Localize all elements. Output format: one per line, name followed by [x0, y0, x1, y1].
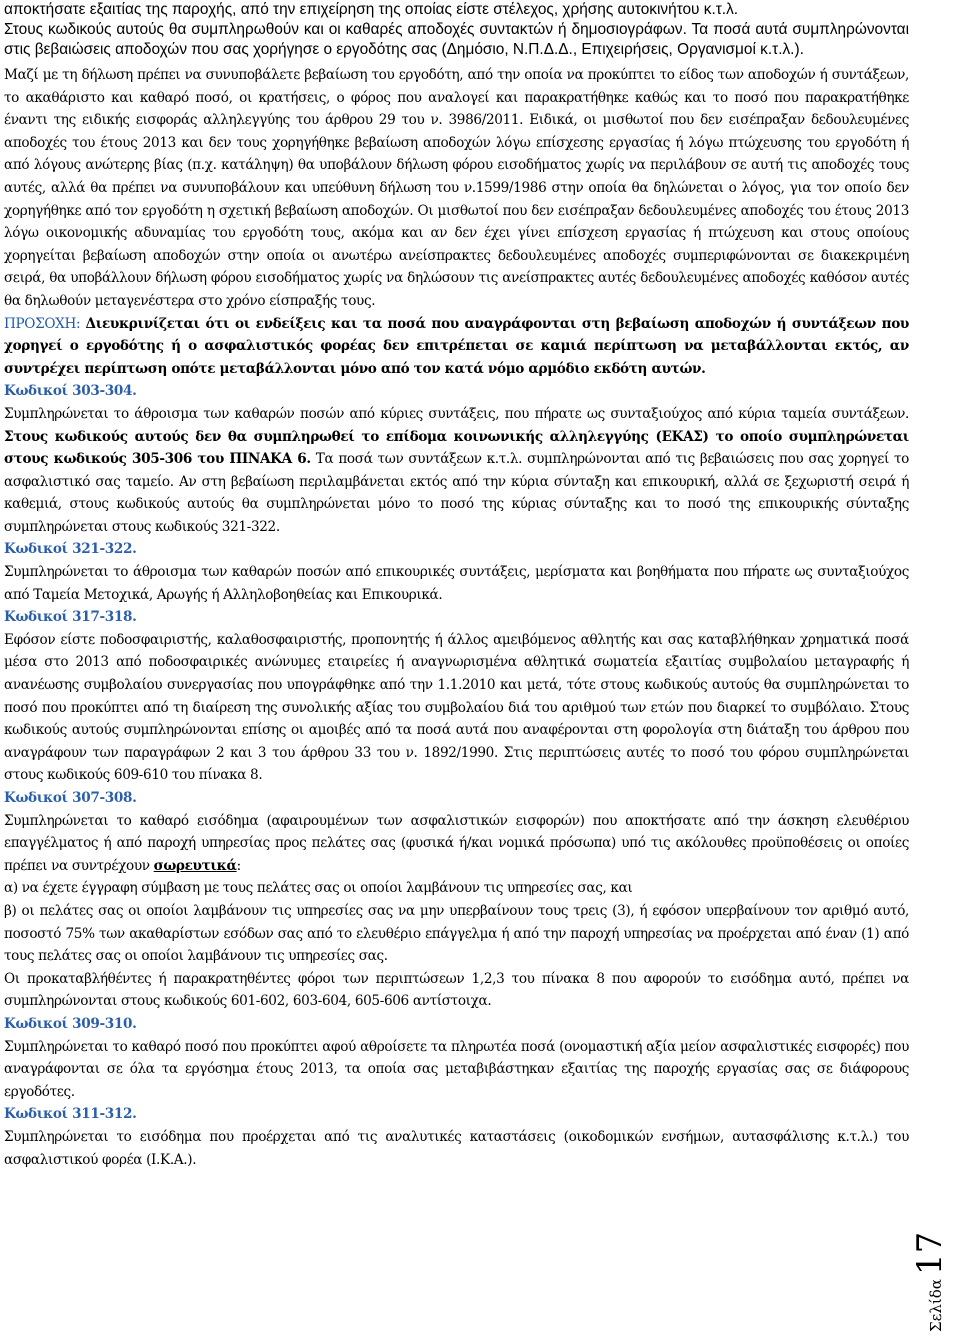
section-309-text: Συμπληρώνεται το καθαρό ποσό που προκύπτει αφού αθροίσετε τα πληρωτέα ποσά (ονομαστική αξία μείον ασφαλιστικές εισφορές) που αναγράφονται σε όλα τα εργόσημα έτους 2013, τα οποία σας μεταβιβάστηκαν εξαιτίας της παροχής εργασίας σας σε διάφορους εργοδότες.	[4, 1038, 909, 1100]
section-311-text: Συμπληρώνεται το εισόδημα που προέρχεται από τις αναλυτικές καταστάσεις (οικοδομικών ενσήμων, αυτασφάλισης κ.τ.λ.) του ασφαλιστικού φορέα (Ι.Κ.Α.).	[4, 1128, 909, 1168]
section-303-text-a: Συμπληρώνεται το άθροισμα των καθαρών ποσών από κύριες συντάξεις, που πήρατε ως συνταξιούχος από κύρια ταμεία συντάξεων.	[4, 405, 909, 422]
section-303-text-b: Τα ποσά των συντάξεων κ.τ.λ. συμπληρώνονται από τις βεβαιώσεις που σας χορηγεί το ασφαλιστικό σας ταμείο. Αν στη βεβαίωση περιλαμβάνεται εκτός από την κύρια σύνταξη και επικουρική, αλλά σε ξεχωριστή σειρά ή καθεμιά, στους κωδικούς αυτούς θα συμπληρώνεται μόνο το ποσό της κύριας σύνταξης και το ποσό της επικουρικής σύνταξης συμπληρώνεται στους κωδικούς 321-322.	[4, 451, 909, 535]
section-307-underlined: σωρευτικά	[153, 857, 237, 874]
heading-311-312: Κωδικοί 311-312.	[4, 1106, 137, 1123]
page-number-rotated	[910, 1232, 950, 1332]
heading-307-308: Κωδικοί 307-308.	[4, 790, 137, 806]
heading-321-322: Κωδικοί 321-322.	[4, 541, 137, 558]
page-label: Σελίδα	[927, 1279, 945, 1332]
section-307-item-b: β) οι πελάτες σας οι οποίοι λαμβάνουν τις υπηρεσίες σας να μην υπερβαίνουν τους τρεις (3), ή εφόσον υπερβαίνουν τον αριθμό αυτό, ποσοστό 75% των ακαθαρίστων εσόδων σας από το ελευθέριο επάγγελμα ή από την παροχή υπηρεσίας να προέρχεται από έναν (1) από τους πελάτες σας οι οποίοι λαμβάνουν τις υπηρεσίες σας.	[4, 902, 909, 965]
section-317-text: Εφόσον είστε ποδοσφαιριστής, καλαθοσφαιριστής, προπονητής ή άλλος αμειβόμενος αθλητής και σας καταβλήθηκαν χρηματικά ποσά μέσα στο 2013 από ποδοσφαιρικές ανώνυμες εταιρείες ή αναγνωρισμένα αθλητικά σωματεία εξαιτίας συμβολαίου μεταγραφής ή ανανέωσης συμβολαίου συνεργασίας που υπογράφθηκε από την 1.1.2010 και μετά, τότε στους κωδικούς αυτούς θα συμπληρώνεται το ποσό που προκύπτει από τη διαίρεση της συνολικής αξίας του συμβολαίου διά του αριθμού των ετών που διαρκεί το συμβόλαιο. Στους κωδικούς αυτούς συμπληρώνονται επίσης οι αμοιβές από τα ποσά αυτά που αναφέρονται στη φορολογία στη διάταξη του άρθρου που αναγράφουν των παραγράφων 2 και 3 του άρθρου 33 του ν. 1892/1990. Στις περιπτώσεις αυτές το ποσό του φόρου συμπληρώνεται στους κωδικούς 609-610 του πίνακα 8.	[4, 631, 909, 784]
page-number: 17	[910, 1231, 950, 1276]
page-footer	[910, 1222, 954, 1332]
intro-block	[4, 0, 909, 60]
heading-303-304: Κωδικοί 303-304.	[4, 383, 137, 400]
attention-paragraph	[4, 313, 909, 381]
section-303-text	[4, 403, 909, 539]
body-text	[4, 64, 909, 1171]
main-paragraph: Μαζί με τη δήλωση πρέπει να συνυποβάλετε βεβαίωση του εργοδότη, από την οποία να προκύπτει το είδος των αποδοχών ή συντάξεων, το ακαθάριστο και καθαρό ποσό, οι κρατήσεις, ο φόρος που αναλογεί και παρακρατήθηκε καθώς και το ποσό που παρακρατήθηκε έναντι της ειδικής εισφοράς αλληλεγγύης του άρθρου 29 του ν. 3986/2011. Ειδικά, οι μισθωτοί που δεν εισέπραξαν δεδουλευμένες αποδοχές του έτους 2013 και δεν τους χορηγήθηκε βεβαίωση αποδοχών λόγω επίσχεσης εργασίας ή λόγω πτώχευσης του εργοδότη ή από λόγους ανώτερης βίας (π.χ. κατάληψη) θα υποβάλουν δήλωση φόρου εισοδήματος χωρίς να περιλάβουν σε αυτή τις αποδοχές τους αυτές, αλλά θα πρέπει να συνυποβάλουν και υπεύθυνη δήλωση του ν.1599/1986 στην οποία θα δηλώνεται ο λόγος, για τον οποίο δεν χορηγήθηκε από τον εργοδότη η σχετική βεβαίωση αποδοχών. Οι μισθωτοί που δεν εισέπραξαν δεδουλευμένες αποδοχές του έτους 2013 λόγω οικονομικής αδυναμίας του εργοδότη τους, ακόμα και αν δεν έχει γίνει επίσχεση εργασίας ή πτώχευση και στους οποίους χορηγείται βεβαίωση αποδοχών στην οποία οι ανωτέρω ανείσπρακτες δεδουλευμένες αποδοχές συμπεριφώνονται σε διακεκριμένη σειρά, θα υποβάλλουν δήλωση φόρου εισοδήματος χωρίς να δηλώσουν τις ανείσπρακτες αυτές δεδουλευμένες αποδοχές καθόσον αυτές θα δηλωθούν μεταγενέστερα στο χρόνο είσπραξής τους.	[4, 67, 909, 309]
section-303-text-bold: Στους κωδικούς αυτούς δεν θα συμπληρωθεί το επίδομα κοινωνικής αλληλεγγύης (ΕΚΑΣ) το οποίο συμπληρώνεται στους κωδικούς 305-306 του ΠΙΝΑΚΑ 6.	[4, 428, 909, 468]
section-307-text-a: Συμπληρώνεται το καθαρό εισόδημα (αφαιρουμένων των ασφαλιστικών εισφορών) που αποκτήσατε από την άσκηση ελευθέριου επαγγέλματος ή από παροχή υπηρεσίας προς πελάτες σας (φυσικά ή/και νομικά πρόσωπα) υπό τις ακόλουθες προϋποθέσεις οι οποίες πρέπει να συντρέχουν	[4, 812, 909, 874]
intro-line-2: Στους κωδικούς αυτούς θα συμπληρωθούν και οι καθαρές αποδοχές συντακτών ή δημοσιογράφων. Τα ποσά αυτά συμπληρώνονται στις βεβαιώσεις αποδοχών που σας χορήγησε ο εργοδότης σας (Δημόσιο, Ν.Π.Δ.Δ., Επιχειρήσεις, Οργανισμοί κ.τ.λ.).	[4, 21, 909, 58]
section-307-text-c: Οι προκαταβλήθέντες ή παρακρατηθέντες φόροι των περιπτώσεων 1,2,3 του πίνακα 8 που αφορούν το εισόδημα αυτό, πρέπει να συμπληρώνονται στους κωδικούς 601-602, 603-604, 605-606 αντίστοιχα.	[4, 970, 909, 1010]
section-321-text: Συμπληρώνεται το άθροισμα των καθαρών ποσών από επικουρικές συντάξεις, μερίσματα και βοηθήματα που πήρατε ως συνταξιούχος από Ταμεία Μετοχικά, Αρωγής ή Αλληλοβοηθείας και Επικουρικά.	[4, 564, 909, 603]
section-307-item-a: α) να έχετε έγγραφη σύμβαση με τους πελάτες σας οι οποίοι λαμβάνουν τις υπηρεσίες σας, και	[4, 880, 633, 897]
attention-text: Διευκρινίζεται ότι οι ενδείξεις και τα ποσά που αναγράφονται στη βεβαίωση αποδοχών ή συντάξεων που χορηγεί ο εργοδότης ή ο ασφαλιστικός φορέας δεν επιτρέπεται σε καμιά περίπτωση να μεταβάλλονται εκτός, αν συντρέχει περίπτωση οπότε μεταβάλλονται μόνο από τον κατά νόμο αρμόδιο εκδότη αυτών.	[4, 315, 909, 377]
section-307-text-a-end: :	[236, 857, 241, 874]
heading-309-310: Κωδικοί 309-310.	[4, 1015, 137, 1032]
intro-line-1: αποκτήσατε εξαιτίας της παροχής, από την επιχείρηση της οποίας είστε στέλεχος, χρήσης αυτοκινήτου κ.τ.λ.	[4, 1, 739, 18]
attention-label: ΠΡΟΣΟΧΗ:	[4, 315, 81, 332]
section-307-text	[4, 810, 909, 878]
heading-317-318: Κωδικοί 317-318.	[4, 609, 137, 626]
